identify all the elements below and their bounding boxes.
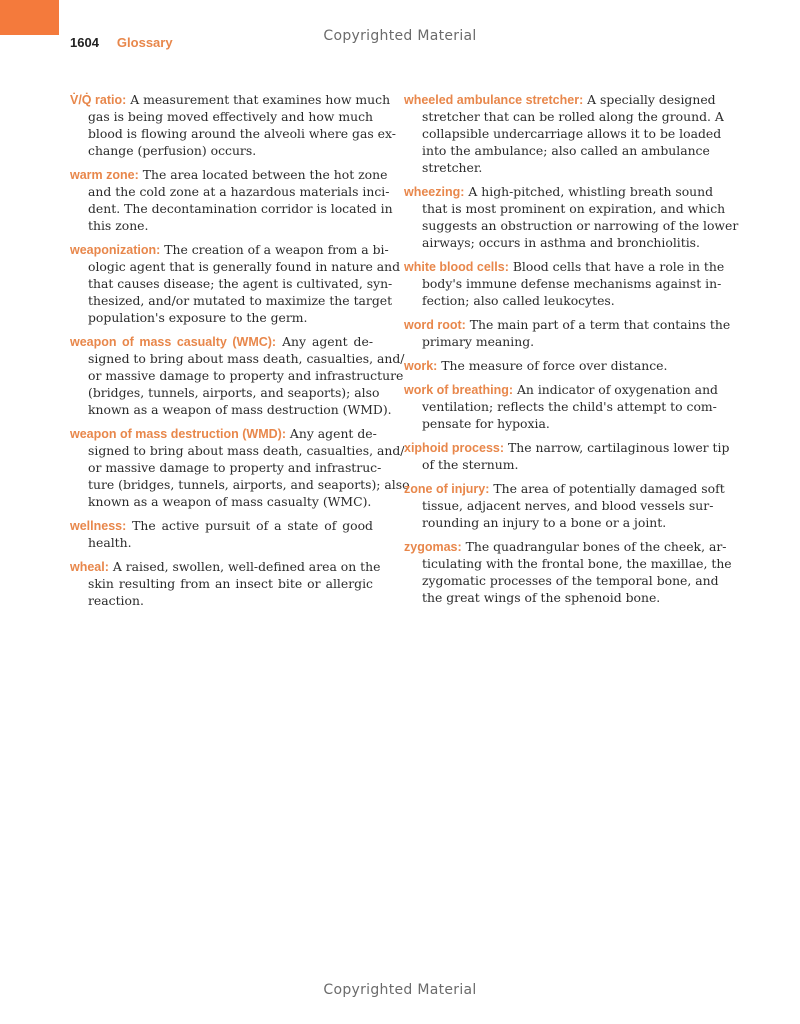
definition-text: that causes disease; the agent is cultivated, syn- — [88, 276, 393, 291]
definition-text: airways; occurs in asthma and bronchiolitis. — [422, 235, 700, 250]
entry-first-line — [70, 166, 388, 183]
glossary-entry — [404, 316, 731, 350]
entry-first-line — [404, 538, 727, 555]
glossary-entry — [404, 480, 725, 531]
definition-text: The active pursuit of a state of good — [126, 518, 373, 533]
entry-first-line — [404, 91, 716, 108]
glossary-entry — [404, 91, 724, 176]
entry-continuation-line — [70, 476, 410, 493]
definition-text: The area located between the hot zone — [138, 167, 388, 182]
entry-continuation-line — [404, 456, 707, 473]
entry-continuation-line — [70, 142, 373, 159]
glossary-entry — [70, 91, 396, 159]
definition-text: suggests an obstruction or narrowing of the lower — [422, 218, 739, 233]
glossary-term: word root: — [404, 318, 466, 332]
entry-continuation-line — [404, 497, 714, 514]
entry-first-line — [70, 91, 391, 108]
glossary-entry — [70, 241, 401, 326]
definition-text: signed to bring about mass death, casualties, and/ — [88, 443, 405, 458]
definition-text: An indicator of oxygenation and — [513, 382, 718, 397]
entry-continuation-line — [70, 534, 373, 551]
definition-text: Blood cells that have a role in the — [508, 259, 725, 274]
definition-text: The quadrangular bones of the cheek, ar- — [461, 539, 727, 554]
definition-text: signed to bring about mass death, casualties, and/ — [88, 351, 405, 366]
entry-continuation-line — [70, 309, 373, 326]
definition-text: into the ambulance; also called an ambulance — [422, 143, 710, 158]
glossary-column-left — [70, 91, 410, 616]
entry-first-line — [404, 439, 730, 456]
entry-first-line — [404, 316, 731, 333]
entry-continuation-line — [404, 292, 707, 309]
entry-continuation-line — [404, 275, 722, 292]
glossary-term: wheezing: — [404, 185, 465, 199]
entry-continuation-line — [70, 592, 373, 609]
definition-text: population's exposure to the germ. — [88, 310, 308, 325]
entry-continuation-line — [70, 125, 396, 142]
definition-text: dent. The decontamination corridor is located in — [88, 201, 393, 216]
page-number: 1604 — [70, 35, 99, 50]
entry-continuation-line — [404, 125, 722, 142]
definition-text: The creation of a weapon from a bi- — [160, 242, 389, 257]
copyright-watermark-top: Copyrighted Material — [323, 28, 477, 44]
definition-text: The narrow, cartilaginous lower tip — [504, 440, 730, 455]
definition-text: ologic agent that is generally found in nature and — [88, 259, 401, 274]
definition-text: ventilation; reflects the child's attempt to com- — [422, 399, 717, 414]
entry-continuation-line — [404, 217, 739, 234]
definition-text: Any agent de- — [285, 426, 377, 441]
definition-text: or massive damage to property and infrastruc- — [88, 460, 382, 475]
definition-text: The area of potentially damaged soft — [489, 481, 725, 496]
entry-continuation-line — [70, 217, 373, 234]
entry-continuation-line — [70, 292, 393, 309]
definition-text: and the cold zone at a hazardous materials inci- — [88, 184, 390, 199]
glossary-entry — [70, 517, 373, 551]
entry-continuation-line — [404, 572, 719, 589]
entry-continuation-line — [404, 555, 732, 572]
definition-text: health. — [88, 535, 132, 550]
glossary-term: work: — [404, 359, 438, 373]
definition-text: tissue, adjacent nerves, and blood vessels sur- — [422, 498, 714, 513]
entry-continuation-line — [404, 200, 726, 217]
definition-text: known as a weapon of mass destruction (WMD). — [88, 402, 392, 417]
glossary-term: xiphoid process: — [404, 441, 505, 455]
definition-text: the great wings of the sphenoid bone. — [422, 590, 661, 605]
glossary-term: weapon of mass casualty (WMC): — [70, 335, 277, 349]
definition-text: ture (bridges, tunnels, airports, and seaports); also — [88, 477, 410, 492]
entry-continuation-line — [404, 398, 717, 415]
entry-continuation-line — [404, 159, 707, 176]
glossary-term: work of breathing: — [404, 383, 514, 397]
definition-text: The measure of force over distance. — [437, 358, 668, 373]
entry-first-line — [70, 241, 389, 258]
entry-first-line — [404, 258, 725, 275]
glossary-term: zone of injury: — [404, 482, 490, 496]
entry-continuation-line — [70, 442, 405, 459]
glossary-term: wheeled ambulance stretcher: — [404, 93, 584, 107]
entry-continuation-line — [70, 459, 382, 476]
glossary-term: wellness: — [70, 519, 127, 533]
entry-continuation-line — [404, 234, 707, 251]
definition-text: this zone. — [88, 218, 149, 233]
definition-text: body's immune defense mechanisms against in- — [422, 276, 722, 291]
glossary-entry — [70, 558, 381, 609]
entry-first-line — [404, 183, 714, 200]
definition-text: that is most prominent on expiration, and which — [422, 201, 726, 216]
glossary-term: weapon of mass destruction (WMD): — [70, 427, 286, 441]
definition-text: The main part of a term that contains the — [465, 317, 731, 332]
definition-text: skin resulting from an insect bite or allergic — [88, 576, 373, 591]
definition-text: blood is flowing around the alveoli where gas ex- — [88, 126, 396, 141]
entry-continuation-line — [404, 108, 724, 125]
definition-text: (bridges, tunnels, airports, and seaports); also — [88, 385, 380, 400]
definition-text: collapsible undercarriage allows it to be loaded — [422, 126, 722, 141]
glossary-entry — [404, 439, 730, 473]
definition-text: of the sternum. — [422, 457, 519, 472]
definition-text: primary meaning. — [422, 334, 535, 349]
definition-text: change (perfusion) occurs. — [88, 143, 257, 158]
glossary-term: white blood cells: — [404, 260, 509, 274]
definition-text: A raised, swollen, well-defined area on the — [108, 559, 381, 574]
entry-continuation-line — [70, 493, 373, 510]
definition-text: A high-pitched, whistling breath sound — [464, 184, 714, 199]
entry-first-line — [404, 381, 718, 398]
glossary-entry — [404, 258, 725, 309]
definition-text: known as a weapon of mass casualty (WMC). — [88, 494, 372, 509]
entry-continuation-line — [70, 108, 373, 125]
entry-continuation-line — [404, 142, 710, 159]
definition-text: A measurement that examines how much — [126, 92, 391, 107]
definition-text: A specially designed — [583, 92, 716, 107]
entry-continuation-line — [70, 200, 393, 217]
definition-text: fection; also called leukocytes. — [422, 293, 615, 308]
copyright-watermark-bottom: Copyrighted Material — [323, 982, 477, 998]
entry-first-line — [70, 425, 377, 442]
entry-first-line — [70, 517, 373, 534]
definition-text: reaction. — [88, 593, 144, 608]
section-title: Glossary — [116, 35, 173, 50]
glossary-entry — [70, 333, 405, 418]
definition-text: ticulating with the frontal bone, the maxillae, the — [422, 556, 732, 571]
glossary-entry — [70, 166, 393, 234]
entry-continuation-line — [404, 333, 707, 350]
definition-text: zygomatic processes of the temporal bone, and — [422, 573, 719, 588]
entry-continuation-line — [404, 589, 707, 606]
definition-text: pensate for hypoxia. — [422, 416, 550, 431]
entry-continuation-line — [70, 183, 390, 200]
glossary-term: wheal: — [70, 560, 109, 574]
entry-first-line — [70, 333, 373, 350]
definition-text: Any agent de- — [276, 334, 374, 349]
definition-text: rounding an injury to a bone or a joint. — [422, 515, 667, 530]
entry-continuation-line — [404, 514, 707, 531]
entry-continuation-line — [70, 367, 404, 384]
definition-text: stretcher that can be rolled along the ground. A — [422, 109, 724, 124]
glossary-term: weaponization: — [70, 243, 161, 257]
glossary-term: zygomas: — [404, 540, 462, 554]
entry-continuation-line — [70, 384, 380, 401]
entry-first-line — [404, 357, 707, 374]
entry-first-line — [70, 558, 381, 575]
entry-continuation-line — [70, 350, 405, 367]
glossary-term: V̇/Q̇ ratio: — [70, 93, 127, 107]
glossary-column-right — [404, 91, 739, 613]
definition-text: gas is being moved effectively and how much — [88, 109, 373, 124]
definition-text: or massive damage to property and infrastructure — [88, 368, 404, 383]
glossary-term: warm zone: — [70, 168, 139, 182]
glossary-entry — [70, 425, 410, 510]
entry-continuation-line — [70, 401, 392, 418]
definition-text: stretcher. — [422, 160, 483, 175]
entry-continuation-line — [70, 575, 373, 592]
glossary-entry — [404, 538, 732, 606]
entry-continuation-line — [70, 258, 401, 275]
entry-first-line — [404, 480, 725, 497]
glossary-entry — [404, 381, 718, 432]
entry-continuation-line — [404, 415, 707, 432]
entry-continuation-line — [70, 275, 393, 292]
glossary-entry — [404, 183, 739, 251]
definition-text: thesized, and/or mutated to maximize the target — [88, 293, 393, 308]
glossary-entry — [404, 357, 707, 374]
